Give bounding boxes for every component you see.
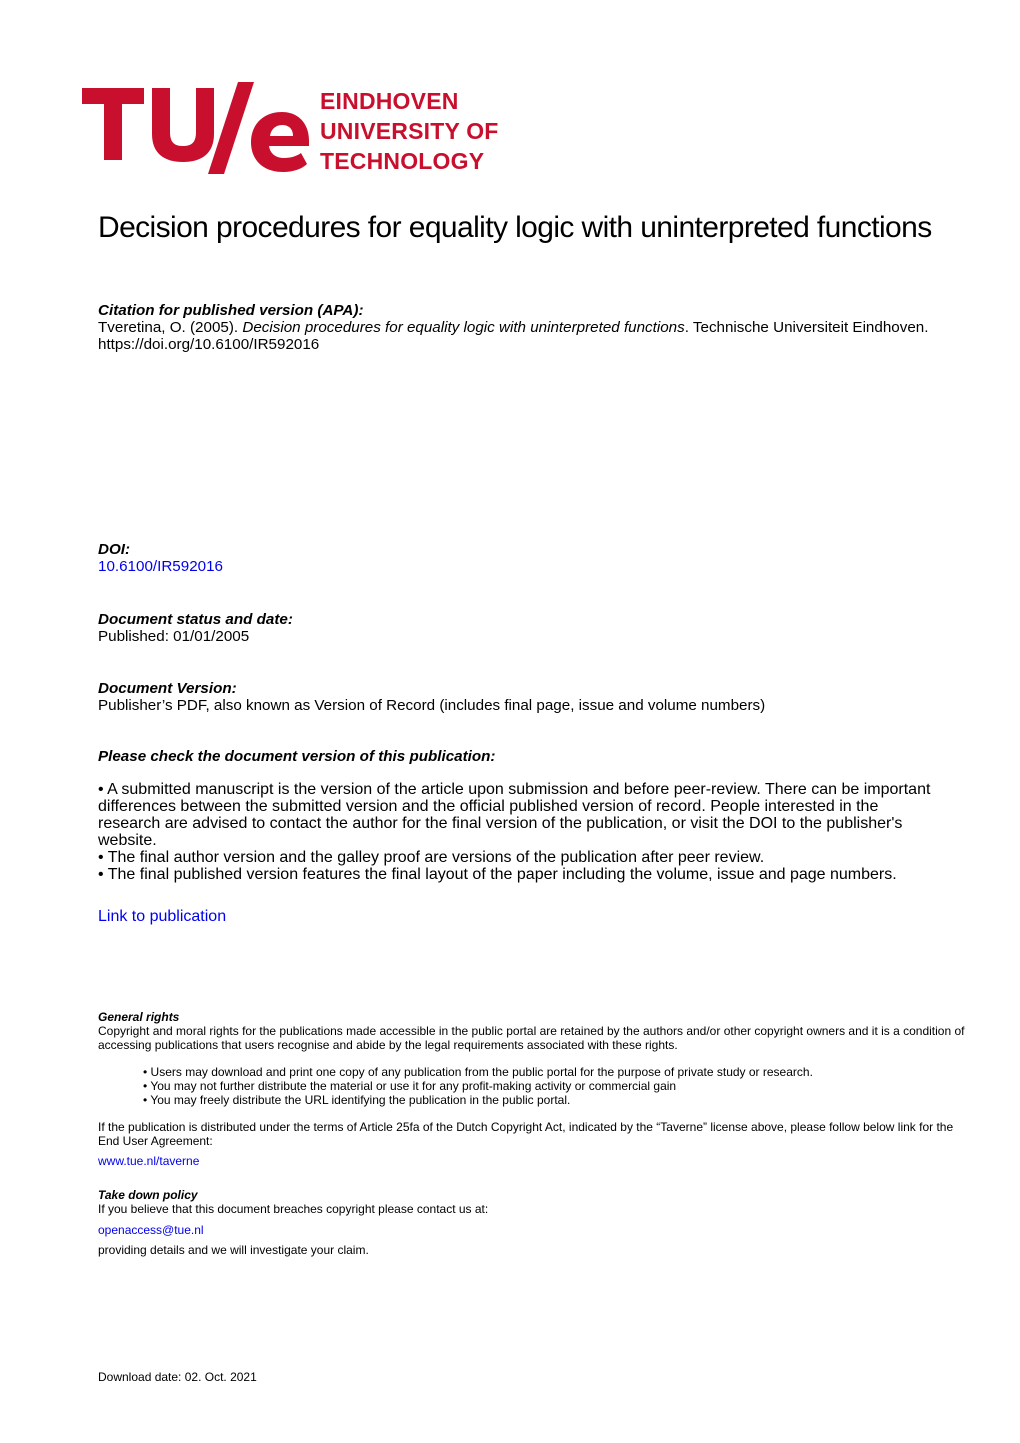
taverne-link[interactable]: www.tue.nl/taverne bbox=[98, 1154, 200, 1168]
citation-authors: Tveretina, O. (2005). bbox=[98, 319, 239, 336]
link-to-publication[interactable]: Link to publication bbox=[98, 908, 227, 925]
article-25fa-text: If the publication is distributed under the terms of Article 25fa of the Dutch Copyright Act, indicated by the “Taverne” license above, please follow below link for the End User Agreement: bbox=[98, 1120, 954, 1148]
publication-link-section bbox=[98, 908, 958, 925]
status-heading: Document status and date: bbox=[98, 611, 293, 628]
takedown-section bbox=[98, 1188, 968, 1216]
check-heading-section bbox=[98, 748, 958, 765]
rights-item-3: • You may freely distribute the URL identifying the publication in the public portal. bbox=[143, 1093, 571, 1107]
status-value: Published: 01/01/2005 bbox=[98, 628, 250, 645]
document-title: Decision procedures for equality logic with uninterpreted functions bbox=[98, 211, 932, 244]
logo-line-3: TECHNOLOGY bbox=[320, 148, 485, 174]
check-bullets bbox=[98, 781, 938, 883]
citation-heading: Citation for published version (APA): bbox=[98, 302, 364, 319]
check-bullet-3: • The final published version features the final layout of the paper including the volume, issue and page numbers. bbox=[98, 866, 897, 883]
general-rights-text: Copyright and moral rights for the publications made accessible in the public portal are retained by the authors and/or other copyright owners and it is a condition of accessing publications that users recognise and abide by the legal requirements associated with these rights. bbox=[98, 1024, 965, 1052]
citation-section bbox=[98, 302, 958, 353]
general-rights-heading: General rights bbox=[98, 1010, 180, 1024]
citation-doi-url: https://doi.org/10.6100/IR592016 bbox=[98, 336, 320, 353]
takedown-closing: providing details and we will investigate your claim. bbox=[98, 1243, 369, 1257]
logo-line-2: UNIVERSITY OF bbox=[320, 118, 499, 144]
openaccess-email-link[interactable]: openaccess@tue.nl bbox=[98, 1223, 204, 1237]
tue-logo bbox=[82, 78, 522, 178]
citation-work-title: Decision procedures for equality logic with uninterpreted functions bbox=[242, 319, 685, 336]
rights-item-2: • You may not further distribute the material or use it for any profit-making activity or commercial gain bbox=[143, 1079, 677, 1093]
tue-logo-text bbox=[320, 86, 499, 176]
takedown-heading: Take down policy bbox=[98, 1188, 198, 1202]
download-date: Download date: 02. Oct. 2021 bbox=[98, 1370, 257, 1384]
doi-link[interactable]: 10.6100/IR592016 bbox=[98, 558, 223, 575]
logo-line-1: EINDHOVEN bbox=[320, 88, 459, 114]
check-bullet-1: • A submitted manuscript is the version of the article upon submission and before peer-review. There can be important differences between the submitted version and the official published version of record. People interested in the research are advised to contact the author for the final version of the publication, or visit the DOI to the publisher's website. bbox=[98, 781, 931, 849]
check-bullet-2: • The final author version and the galley proof are versions of the publication after peer review. bbox=[98, 849, 765, 866]
status-section bbox=[98, 611, 958, 645]
tue-logo-mark bbox=[82, 78, 312, 178]
email-section bbox=[98, 1223, 968, 1237]
general-rights-section bbox=[98, 1010, 968, 1052]
rights-item-1: • Users may download and print one copy of any publication from the public portal for the purpose of private study or research. bbox=[143, 1065, 813, 1079]
rights-list bbox=[143, 1065, 963, 1107]
check-heading: Please check the document version of this publication: bbox=[98, 748, 496, 765]
version-value: Publisher’s PDF, also known as Version of Record (includes final page, issue and volume numbers) bbox=[98, 697, 766, 714]
version-heading: Document Version: bbox=[98, 680, 237, 697]
doi-section bbox=[98, 541, 958, 575]
takedown-text: If you believe that this document breaches copyright please contact us at: bbox=[98, 1202, 489, 1216]
version-section bbox=[98, 680, 958, 714]
taverne-section bbox=[98, 1154, 968, 1168]
citation-publisher: . Technische Universiteit Eindhoven. bbox=[684, 319, 929, 336]
doi-heading: DOI: bbox=[98, 541, 131, 558]
